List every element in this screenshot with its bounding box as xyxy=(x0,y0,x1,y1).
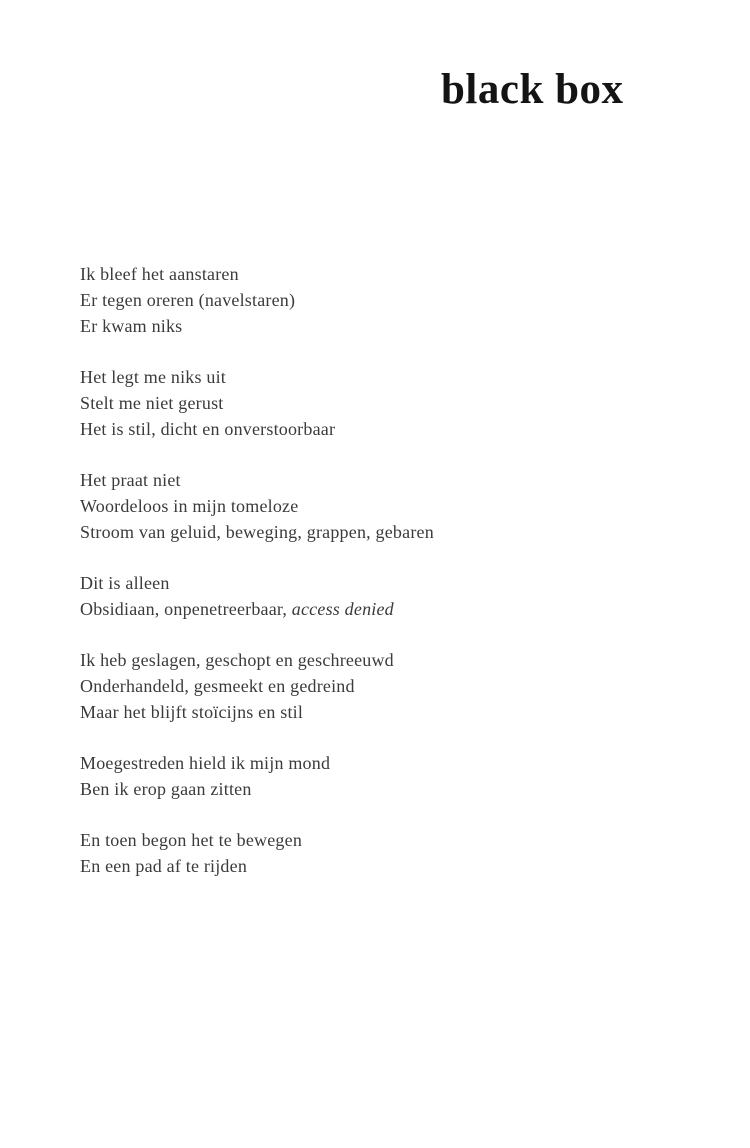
poem-line xyxy=(80,313,434,339)
poem-line-segment: Obsidiaan, onpenetreerbaar, xyxy=(80,599,292,619)
poem-line xyxy=(80,827,434,853)
poem-line xyxy=(80,776,434,802)
poem-line-segment: Stelt me niet gerust xyxy=(80,393,224,413)
poem-line-segment: Er tegen oreren (navelstaren) xyxy=(80,290,296,310)
poem-body xyxy=(80,261,434,879)
stanza-2 xyxy=(80,364,434,442)
poem-line-segment: En toen begon het te bewegen xyxy=(80,830,303,850)
poem-line-segment: Maar het blijft stoïcijns en stil xyxy=(80,702,304,722)
poem-line xyxy=(80,699,434,725)
poem-line-segment: Dit is alleen xyxy=(80,573,170,593)
poem-title: black box xyxy=(441,66,624,113)
poem-line xyxy=(80,519,434,545)
poem-line-segment: Woordeloos in mijn tomeloze xyxy=(80,496,299,516)
poem-line xyxy=(80,647,434,673)
poem-line-segment: Stroom van geluid, beweging, grappen, gebaren xyxy=(80,522,434,542)
poem-line-segment: Ik heb geslagen, geschopt en geschreeuwd xyxy=(80,650,394,670)
poem-line-segment: En een pad af te rijden xyxy=(80,856,248,876)
poem-line xyxy=(80,673,434,699)
stanza-7 xyxy=(80,827,434,879)
poem-line-segment: Ik bleef het aanstaren xyxy=(80,264,239,284)
poem-line-segment: Er kwam niks xyxy=(80,316,183,336)
poem-line xyxy=(80,596,434,622)
poem-line xyxy=(80,467,434,493)
poem-line-segment-italic: access denied xyxy=(291,599,394,619)
poem-line-segment: Ben ik erop gaan zitten xyxy=(80,779,252,799)
poem-line xyxy=(80,493,434,519)
poem-line xyxy=(80,390,434,416)
poem-line xyxy=(80,364,434,390)
poem-line-segment: Onderhandeld, gesmeekt en gedreind xyxy=(80,676,355,696)
stanza-4 xyxy=(80,570,434,622)
poem-line-segment: Moegestreden hield ik mijn mond xyxy=(80,753,331,773)
stanza-5 xyxy=(80,647,434,725)
poem-line xyxy=(80,287,434,313)
stanza-1 xyxy=(80,261,434,339)
poem-line xyxy=(80,750,434,776)
poem-line xyxy=(80,570,434,596)
poem-line-segment: Het is stil, dicht en onverstoorbaar xyxy=(80,419,336,439)
poem-line-segment: Het praat niet xyxy=(80,470,181,490)
poem-line-segment: Het legt me niks uit xyxy=(80,367,226,387)
poem-line xyxy=(80,416,434,442)
stanza-3 xyxy=(80,467,434,545)
stanza-6 xyxy=(80,750,434,802)
poem-line xyxy=(80,261,434,287)
poem-line xyxy=(80,853,434,879)
